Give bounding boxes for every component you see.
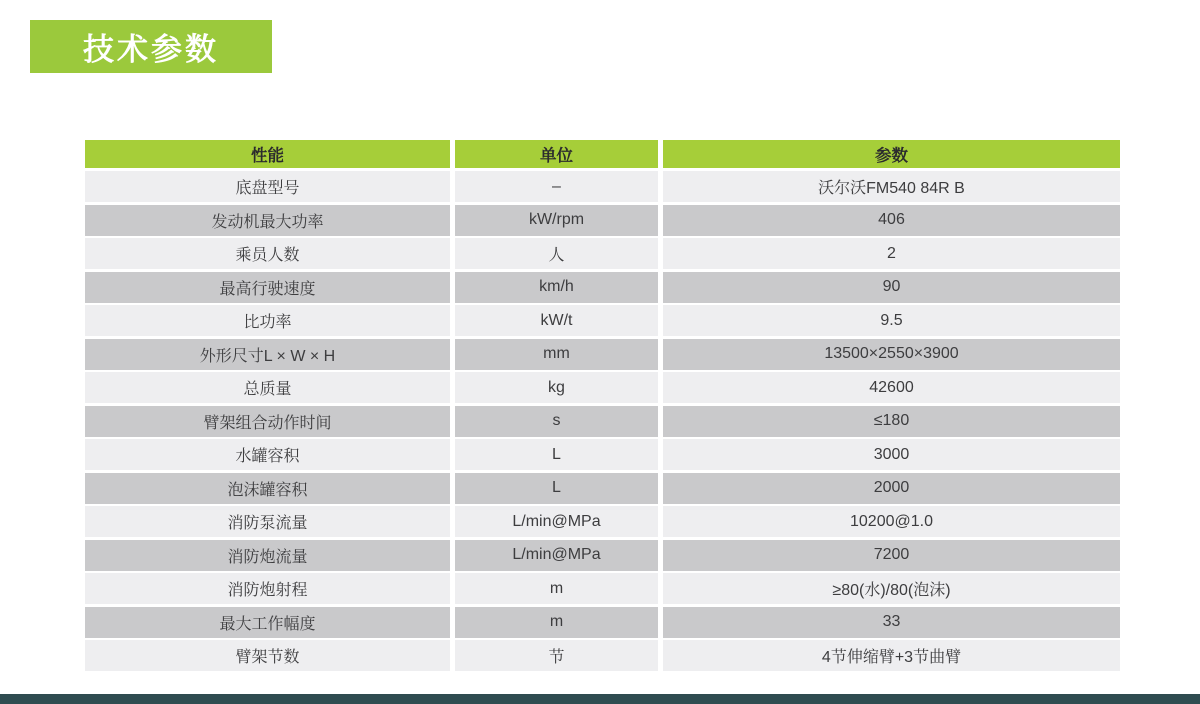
row-performance-label: 泡沫罐容积 xyxy=(85,473,450,504)
row-parameter-value: 42600 xyxy=(663,372,1120,403)
table-row xyxy=(85,238,1120,269)
table-row xyxy=(85,573,1120,604)
row-parameter-value: 7200 xyxy=(663,540,1120,571)
row-performance-label: 臂架节数 xyxy=(85,640,450,671)
section-title-text: 技术参数 xyxy=(83,32,219,67)
row-unit-value: kW/rpm xyxy=(455,205,658,236)
row-performance-label: 底盘型号 xyxy=(85,171,450,202)
row-parameter-value: 2000 xyxy=(663,473,1120,504)
row-parameter-value: 沃尔沃FM540 84R B xyxy=(663,171,1120,202)
row-performance-label: 水罐容积 xyxy=(85,439,450,470)
row-parameter-value: 2 xyxy=(663,238,1120,269)
row-parameter-value: 406 xyxy=(663,205,1120,236)
section-title-badge xyxy=(30,20,272,73)
table-row xyxy=(85,506,1120,537)
row-performance-label: 最大工作幅度 xyxy=(85,607,450,638)
column-header-unit: 单位 xyxy=(455,140,658,168)
row-parameter-value: 90 xyxy=(663,272,1120,303)
table-row xyxy=(85,640,1120,671)
table-row xyxy=(85,540,1120,571)
row-unit-value: L/min@MPa xyxy=(455,540,658,571)
row-unit-value: m xyxy=(455,607,658,638)
row-unit-value: 节 xyxy=(455,640,658,671)
row-unit-value: mm xyxy=(455,339,658,370)
row-unit-value: – xyxy=(455,171,658,202)
row-performance-label: 外形尺寸L × W × H xyxy=(85,339,450,370)
spec-table-body xyxy=(85,171,1120,671)
row-performance-label: 消防炮流量 xyxy=(85,540,450,571)
row-unit-value: m xyxy=(455,573,658,604)
row-performance-label: 消防炮射程 xyxy=(85,573,450,604)
row-unit-value: kg xyxy=(455,372,658,403)
row-parameter-value: ≤180 xyxy=(663,406,1120,437)
row-parameter-value: 9.5 xyxy=(663,305,1120,336)
row-parameter-value: 13500×2550×3900 xyxy=(663,339,1120,370)
table-row xyxy=(85,171,1120,202)
row-parameter-value: 33 xyxy=(663,607,1120,638)
row-performance-label: 发动机最大功率 xyxy=(85,205,450,236)
row-performance-label: 最高行驶速度 xyxy=(85,272,450,303)
row-performance-label: 臂架组合动作时间 xyxy=(85,406,450,437)
column-header-parameter: 参数 xyxy=(663,140,1120,168)
row-unit-value: 人 xyxy=(455,238,658,269)
row-unit-value: L/min@MPa xyxy=(455,506,658,537)
spec-table-header-row xyxy=(85,140,1120,168)
table-row xyxy=(85,272,1120,303)
row-parameter-value: 3000 xyxy=(663,439,1120,470)
row-parameter-value: ≥80(水)/80(泡沫) xyxy=(663,573,1120,604)
row-performance-label: 总质量 xyxy=(85,372,450,403)
row-performance-label: 消防泵流量 xyxy=(85,506,450,537)
footer-bar xyxy=(0,694,1200,704)
row-unit-value: km/h xyxy=(455,272,658,303)
table-row xyxy=(85,473,1120,504)
table-row xyxy=(85,607,1120,638)
column-header-performance: 性能 xyxy=(85,140,450,168)
row-unit-value: kW/t xyxy=(455,305,658,336)
table-row xyxy=(85,406,1120,437)
row-unit-value: s xyxy=(455,406,658,437)
row-parameter-value: 10200@1.0 xyxy=(663,506,1120,537)
table-row xyxy=(85,439,1120,470)
row-unit-value: L xyxy=(455,439,658,470)
table-row xyxy=(85,372,1120,403)
table-row xyxy=(85,305,1120,336)
table-row xyxy=(85,205,1120,236)
row-performance-label: 乘员人数 xyxy=(85,238,450,269)
spec-table xyxy=(85,140,1120,674)
row-unit-value: L xyxy=(455,473,658,504)
table-row xyxy=(85,339,1120,370)
row-parameter-value: 4节伸缩臂+3节曲臂 xyxy=(663,640,1120,671)
row-performance-label: 比功率 xyxy=(85,305,450,336)
